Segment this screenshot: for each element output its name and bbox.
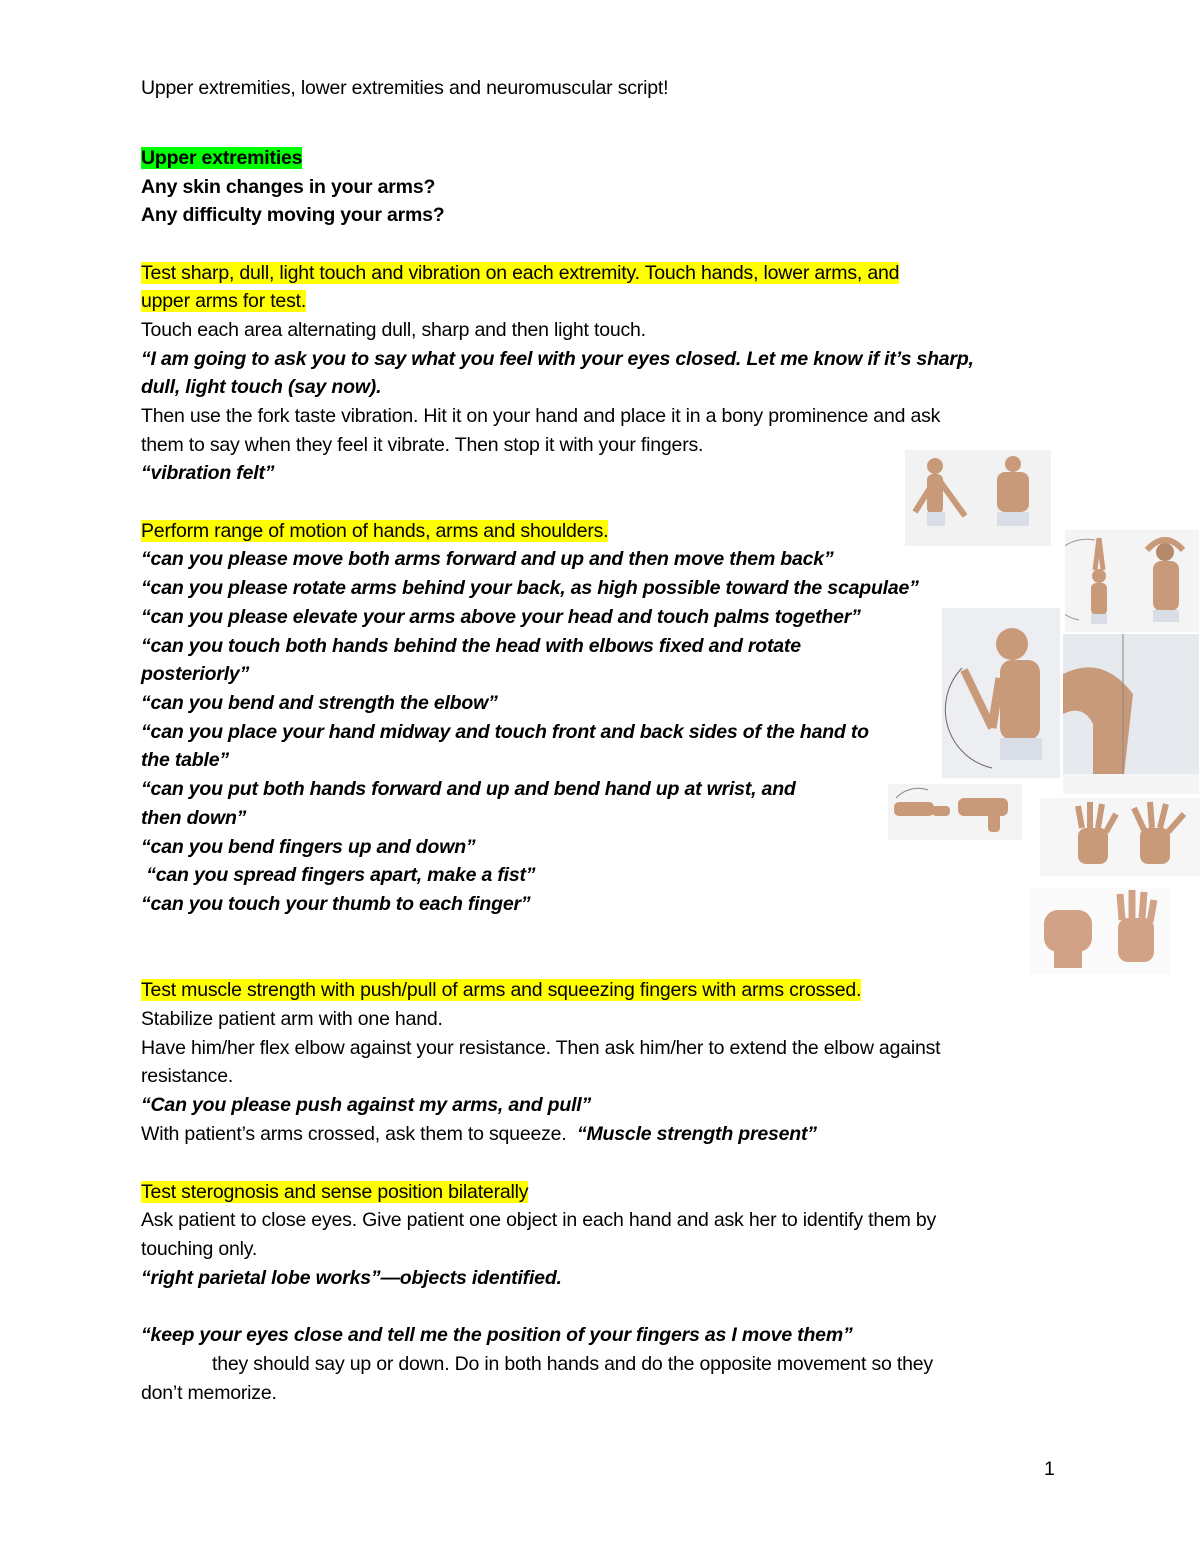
rom-prompt: “can you put both hands forward and up and bend hand up at wrist, and [141,778,796,800]
rom-heading: Perform range of motion of hands, arms and shoulders. [141,520,609,542]
document-title: Upper extremities, lower extremities and neuromuscular script! [141,77,669,99]
rom-prompt: “can you bend and strength the elbow” [141,692,498,714]
vibration-line-1: Then use the fork taste vibration. Hit it on your hand and place it in a bony prominence and ask [141,405,941,427]
rom-prompt: “can you touch your thumb to each finger” [141,893,531,915]
page-number: 1 [1044,1458,1055,1480]
arms-overhead-illustration [1065,530,1199,632]
rom-prompt: “can you please move both arms forward and up and then move them back” [141,548,834,570]
rom-prompt: “can you spread fingers apart, make a fist” [141,864,536,886]
strength-crossed: With patient’s arms crossed, ask them to squeeze. “Muscle strength present” [141,1123,817,1145]
sensory-quote-2: dull, light touch (say now). [141,376,382,398]
rom-prompt: then down” [141,807,247,829]
strength-crossed-quote: “Muscle strength present” [576,1123,817,1145]
question-moving: Any difficulty moving your arms? [141,204,445,226]
rom-prompt: posteriorly” [141,663,250,685]
sterognosis-line: Ask patient to close eyes. Give patient one object in each hand and ask her to identify them by [141,1209,937,1231]
wrist-flexion-illustration [888,784,1022,840]
position-line: don’t memorize. [141,1382,277,1404]
strength-quote: “Can you please push against my arms, and pull” [141,1094,592,1116]
pronation-supination-illustration [1063,634,1199,794]
sterognosis-heading: Test sterognosis and sense position bilaterally [141,1181,529,1203]
vibration-line-2: them to say when they feel it vibrate. Then stop it with your fingers. [141,434,704,456]
elbow-flexion-illustration [942,608,1060,778]
strength-line: resistance. [141,1065,234,1087]
question-skin: Any skin changes in your arms? [141,176,436,198]
section-heading [141,144,302,172]
vibration-quote: “vibration felt” [141,462,275,484]
rom-prompt: “can you place your hand midway and touch front and back sides of the hand to [141,721,869,743]
rom-prompt: the table” [141,749,229,771]
sensory-quote-1: “I am going to ask you to say what you feel with your eyes closed. Let me know if it’s sharp, [141,348,974,370]
section-heading-text: Upper extremities [141,147,303,169]
shoulder-extension-illustration [905,450,1051,546]
sterognosis-quote: “right parietal lobe works”—objects identified. [141,1267,562,1289]
strength-line: Stabilize patient arm with one hand. [141,1008,443,1030]
sensory-instruction: Touch each area alternating dull, sharp and then light touch. [141,319,646,341]
finger-spread-illustration [1040,798,1200,876]
sensory-heading-2: upper arms for test. [141,290,307,312]
fist-and-palm-illustration [1030,888,1170,974]
rom-prompt: “can you bend fingers up and down” [141,836,476,858]
rom-prompt: “can you please elevate your arms above your head and touch palms together” [141,606,861,628]
rom-prompt: “can you touch both hands behind the head with elbows fixed and rotate [141,635,801,657]
sterognosis-line: touching only. [141,1238,258,1260]
position-line: they should say up or down. Do in both hands and do the opposite movement so they [212,1353,933,1375]
position-quote: “keep your eyes close and tell me the position of your fingers as I move them” [141,1324,853,1346]
sensory-heading-1: Test sharp, dull, light touch and vibration on each extremity. Touch hands, lower arms, and [141,262,900,284]
strength-line: Have him/her flex elbow against your resistance. Then ask him/her to extend the elbow against [141,1037,941,1059]
strength-heading: Test muscle strength with push/pull of arms and squeezing fingers with arms crossed. [141,979,862,1001]
rom-prompt: “can you please rotate arms behind your back, as high possible toward the scapulae” [141,577,919,599]
